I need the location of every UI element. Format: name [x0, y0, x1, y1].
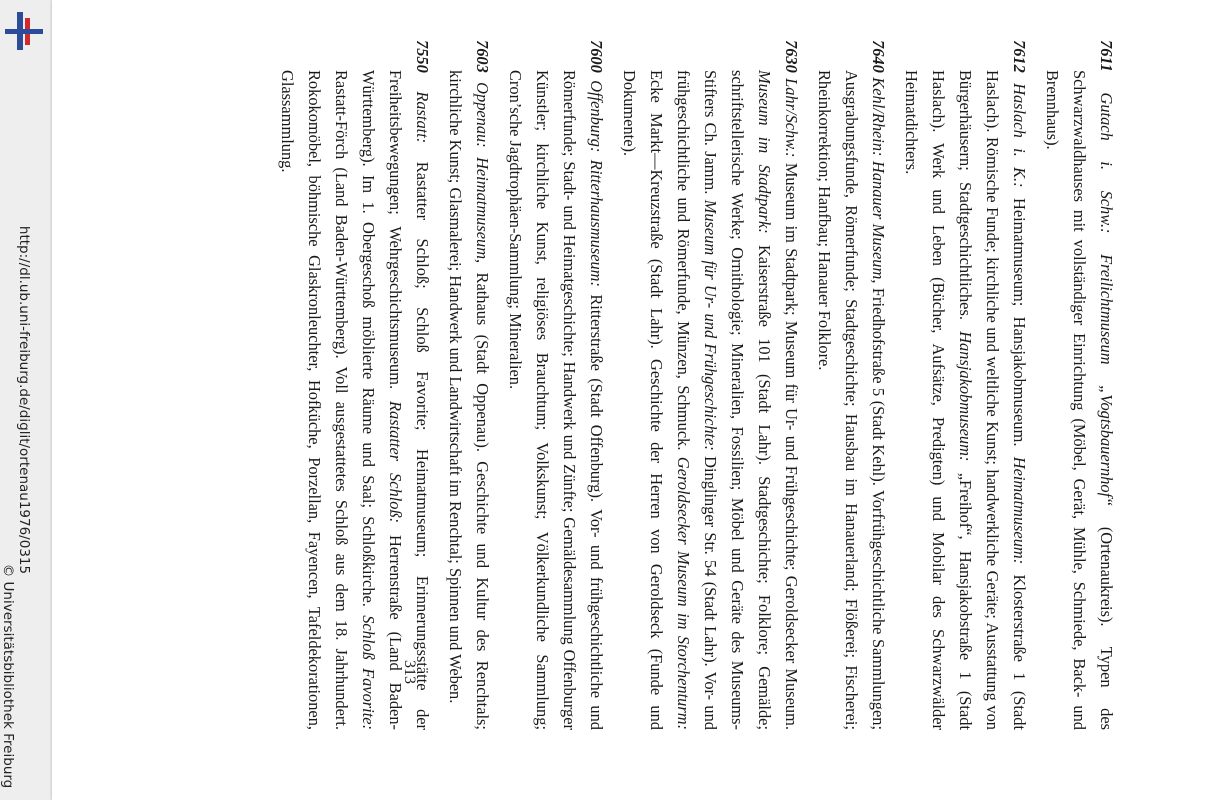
entry-text: Museum im Stadtpark; Museum für Ur- und Frühgeschichte; Geroldsecker Museum.: [782, 157, 801, 730]
museum-entry: [274, 40, 436, 730]
entry-heading: Offenburg: Ritterhausmuseum:: [587, 80, 606, 287]
museum-entry: [442, 40, 496, 730]
entry-text: Kaiserstraße 101 (Stadt Lahr). Stadtgeschichte; Folklore; Gemälde; schriftstellerische Werke; Ornithologie; Mineralien, Fossilien; Möbel und Geräte des Museums-Stifters Ch. Jamm.: [701, 70, 774, 730]
entry-heading: Oppenau: Heimatmuseum,: [473, 82, 492, 264]
entry-text: Ecke Markt—Kreuzstraße (Stadt Lahr). Geschichte der Herren von Geroldseck (Funde und Dokumente).: [620, 70, 666, 730]
postal-code: 7611: [1097, 40, 1116, 72]
postal-code: 7550: [413, 40, 432, 73]
entry-heading: Schloß Favorite:: [359, 615, 378, 730]
entry-text: „Freihof“, Hansjakobstraße 1 (Stadt Haslach). Werk und Leben (Bücher, Aufsätze, Predigten) und Mobilar des Schwarzwälder Heimatdichters.: [902, 70, 975, 730]
entry-heading: Geroldsecker Museum im Storchenturm:: [674, 456, 693, 730]
entry-text: Ritterstraße (Stadt Offenburg). Vor- und frühgeschichtliche und Römerfunde; Stadt- und Heimatgeschichte; Handwerk und Zünfte; Gemäldesammlung Offenburger Künstler; kirchliche Kunst, religiöses Brauchtum; Volkskunst; Völkerkundliche Sammlung; Cron’sche Jagdtrophäen-Sammlung; Mineralien.: [506, 70, 606, 731]
postal-code: 7612: [1010, 40, 1029, 73]
document-url[interactable]: http://dl.ub.uni-freiburg.de/diglit/ortenau1976/0315: [16, 225, 32, 575]
entry-text: Dinglinger Str. 54 (Stadt Lahr). Vor- und frühgeschichtliche und Römerfunde, Münzen, Schmuck.: [674, 70, 720, 731]
page-content: [220, 40, 1120, 730]
museum-entries-list: [274, 40, 1120, 730]
postal-code: 7630: [782, 40, 801, 73]
museum-entry: [811, 40, 892, 730]
page-number: 313: [401, 660, 418, 684]
copyright-notice: © Universitätsbibliothek Freiburg: [0, 563, 16, 789]
entry-heading: Lahr/Schw.:: [782, 78, 801, 158]
entry-text: Heimatmuseum; Hansjakobmuseum.: [1010, 187, 1029, 457]
entry-heading: Heimatmuseum:: [1010, 456, 1029, 565]
entry-heading: Museum im Stadtpark:: [755, 70, 774, 234]
museum-entry: [898, 40, 1033, 730]
entry-heading: Kehl/Rhein: Hanauer Museum,: [869, 77, 888, 284]
postal-code: 7640: [869, 40, 888, 73]
entry-heading: Gutach i. Schw.: Freilichtmuseum „Vogtsbauernhof“: [1097, 92, 1116, 507]
postal-code: 7603: [473, 40, 492, 73]
museum-entry: [616, 40, 805, 730]
entry-text: Herrenstraße (Land Baden-Württemberg). Im 1. Obergeschoß möblierte Räume und Saal; Schloßkirche.: [359, 70, 405, 730]
museum-entry: [502, 40, 610, 730]
entry-text: (Ortenaukreis). Typen des Schwarzwaldhauses mit vollständiger Einrichtung (Möbel, Gerät, Mühle, Schmiede, Back- und Brennhaus).: [1043, 70, 1116, 730]
entry-text: Rastatt-Förch (Land Baden-Württemberg). Voll ausgestattetes Schloß aus dem 18. Jahrhundert. Rokokomöbel, böhmische Glaskronleuchter, Hofküche, Porzellan, Fayencen, Tafeldekorationen, Glassammlung.: [278, 70, 351, 730]
entry-heading: Rastatter Schloß:: [386, 401, 405, 524]
museum-entry: [1039, 40, 1120, 730]
entry-text: Klosterstraße 1 (Stadt Haslach). Römische Funde; kirchliche und weltliche Kunst; handwerkliche Geräte; Ausstattung von Bürgerhäusern; Stadtgeschichtliches.: [956, 70, 1029, 730]
entry-heading: Hansjakobmuseum:: [956, 331, 975, 462]
entry-text: Rathaus (Stadt Oppenau). Geschichte und Kultur des Renchtals; kirchliche Kunst; Glasmalerei; Handwerk und Landwirtschaft im Renchtal; Spinnen und Weben.: [446, 70, 492, 730]
entry-text: Friedhofstraße 5 (Stadt Kehl). Vorfrühgeschichtliche Sammlungen; Ausgrabungsfunde, Römerfunde; Stadtgeschichte; Hausbau im Hanauerland; Flößerei; Fischerei; Rheinkorrektion; Hanfbau; Hanauer Folklore.: [815, 70, 888, 730]
entry-heading: Rastatt:: [413, 91, 432, 144]
entry-heading: Museum für Ur- und Frühgeschichte:: [701, 199, 720, 451]
entry-heading: Haslach i. K.:: [1010, 83, 1029, 188]
postal-code: 7600: [587, 40, 606, 73]
university-library-freiburg-logo: [2, 8, 46, 56]
entry-text: Rastatter Schloß; Schloß Favorite; Heimatmuseum; Erinnerungsstätte der Freiheitsbewegungen; Wehrgeschichtsmuseum.: [386, 70, 432, 730]
